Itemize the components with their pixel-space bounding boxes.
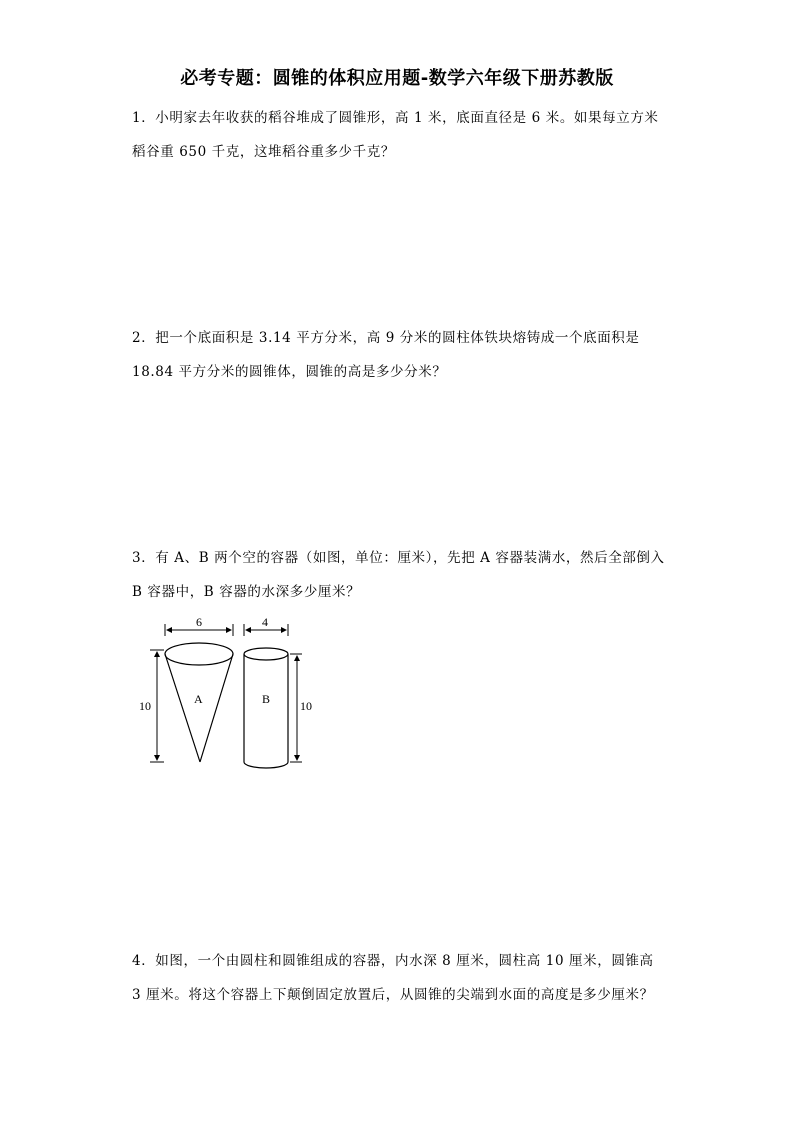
question-1: 1．小明家去年收获的稻谷堆成了圆锥形，高 1 米，底面直径是 6 米。如果每立方米稻谷重 650 千克，这堆稻谷重多少千克？ bbox=[132, 110, 659, 160]
cylinder-height-dimension bbox=[290, 654, 312, 762]
cylinder-diameter-dimension bbox=[244, 615, 288, 636]
cone-top-ellipse bbox=[165, 643, 233, 665]
cylinder-top-ellipse bbox=[244, 648, 288, 660]
cone-left-edge bbox=[165, 654, 200, 762]
cone-right-edge bbox=[200, 654, 233, 762]
containers-figure bbox=[132, 610, 332, 775]
cylinder-label: B bbox=[262, 692, 271, 706]
cone-container-a bbox=[165, 643, 233, 762]
cone-diameter-label: 6 bbox=[196, 615, 202, 629]
question-2: 2．把一个底面积是 3.14 平方分米，高 9 分米的圆柱体铁块熔铸成一个底面积是 18.84 平方分米的圆锥体，圆锥的高是多少分米？ bbox=[132, 330, 640, 380]
question-3: 3．有 A、B 两个空的容器（如图，单位：厘米），先把 A 容器装满水，然后全部倒入 B 容器中，B 容器的水深多少厘米？ bbox=[132, 550, 665, 600]
cylinder-bottom-arc bbox=[244, 762, 288, 768]
cone-height-dimension bbox=[139, 650, 164, 762]
cone-height-label: 10 bbox=[139, 699, 151, 713]
cylinder-height-label: 10 bbox=[300, 699, 312, 713]
cylinder-diameter-label: 4 bbox=[262, 615, 268, 629]
cone-label: A bbox=[194, 692, 203, 706]
question-4: 4．如图，一个由圆柱和圆锥组成的容器，内水深 8 厘米，圆柱高 10 厘米，圆锥高 3 厘米。将这个容器上下颠倒固定放置后，从圆锥的尖端到水面的高度是多少厘米？ bbox=[132, 953, 654, 1003]
cylinder-container-b bbox=[244, 648, 288, 768]
page-title: 必考专题：圆锥的体积应用题-数学六年级下册苏教版 bbox=[180, 68, 614, 89]
cone-diameter-dimension bbox=[165, 615, 233, 636]
